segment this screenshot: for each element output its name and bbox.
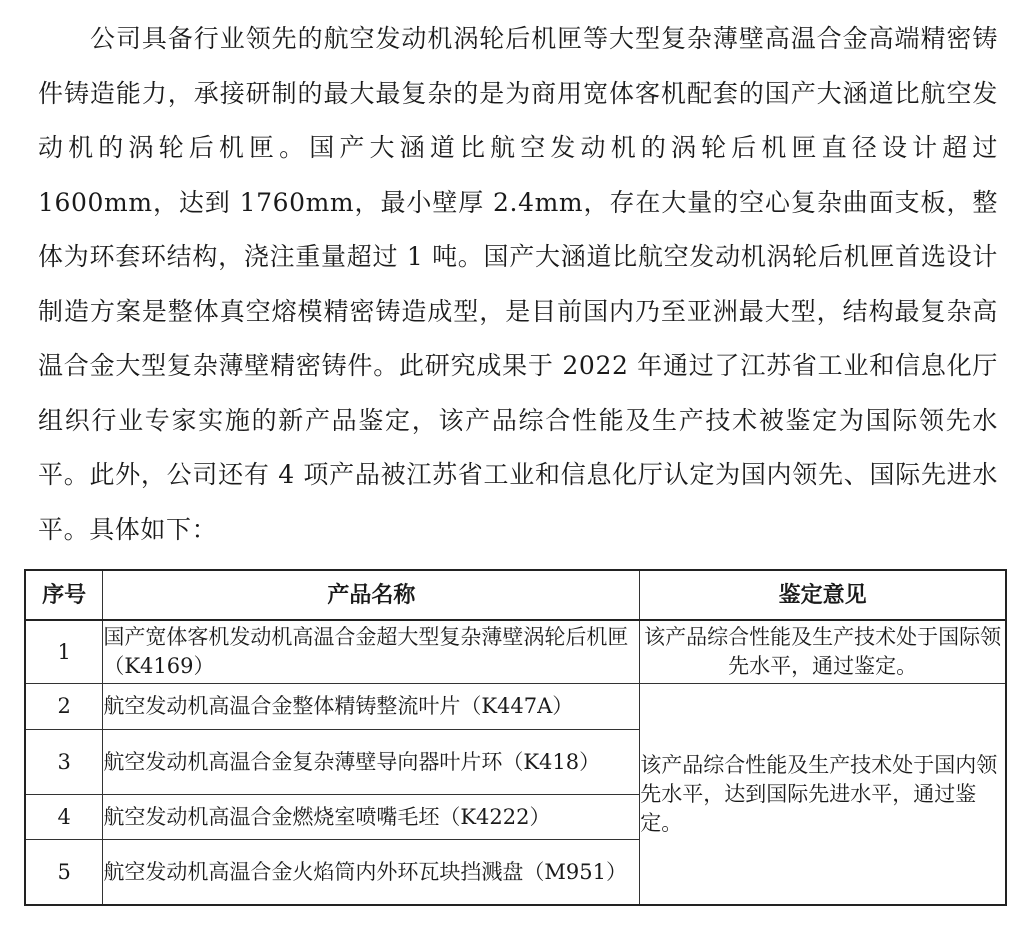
header-appraisal-opinion: 鉴定意见 <box>640 570 1006 620</box>
table-row <box>25 620 1006 684</box>
product-name: 航空发动机高温合金复杂薄壁导向器叶片环（K418） <box>103 730 640 795</box>
product-name: 航空发动机高温合金火焰筒内外环瓦块挡溅盘（M951） <box>103 840 640 906</box>
appraisal-opinion-international: 该产品综合性能及生产技术处于国际领先水平，通过鉴定。 <box>640 620 1006 684</box>
row-index: 5 <box>25 840 103 906</box>
header-index: 序号 <box>25 570 103 620</box>
table-header-row <box>25 570 1006 620</box>
row-index: 3 <box>25 730 103 795</box>
body-paragraph: 公司具备行业领先的航空发动机涡轮后机匣等大型复杂薄壁高温合金高端精密铸件铸造能力，承接研制的最大最复杂的是为商用宽体客机配套的国产大涵道比航空发动机的涡轮后机匣。国产大涵道比航空发动机的涡轮后机匣直径设计超过 1600mm，达到 1760mm，最小壁厚 2.4mm，存在大量的空心复杂曲面支板，整体为环套环结构，浇注重量超过 1 吨。国产大涵道比航空发动机涡轮后机匣首选设计制造方案是整体真空熔模精密铸造成型，是目前国内乃至亚洲最大型，结构最复杂高温合金大型复杂薄壁精密铸件。此研究成果于 2022 年通过了江苏省工业和信息化厅组织行业专家实施的新产品鉴定，该产品综合性能及生产技术被鉴定为国际领先水平。此外，公司还有 4 项产品被江苏省工业和信息化厅认定为国内领先、国际先进水平。具体如下： <box>38 24 998 544</box>
header-product-name: 产品名称 <box>103 570 640 620</box>
row-index: 2 <box>25 684 103 730</box>
table-row <box>25 684 1006 730</box>
row-index: 1 <box>25 620 103 684</box>
product-appraisal-table <box>24 569 1007 906</box>
row-index: 4 <box>25 795 103 840</box>
product-name: 航空发动机高温合金燃烧室喷嘴毛坯（K4222） <box>103 795 640 840</box>
product-name: 航空发动机高温合金整体精铸整流叶片（K447A） <box>103 684 640 730</box>
appraisal-opinion-domestic: 该产品综合性能及生产技术处于国内领先水平，达到国际先进水平，通过鉴定。 <box>640 684 1006 906</box>
product-name: 国产宽体客机发动机高温合金超大型复杂薄壁涡轮后机匣（K4169） <box>103 620 640 684</box>
